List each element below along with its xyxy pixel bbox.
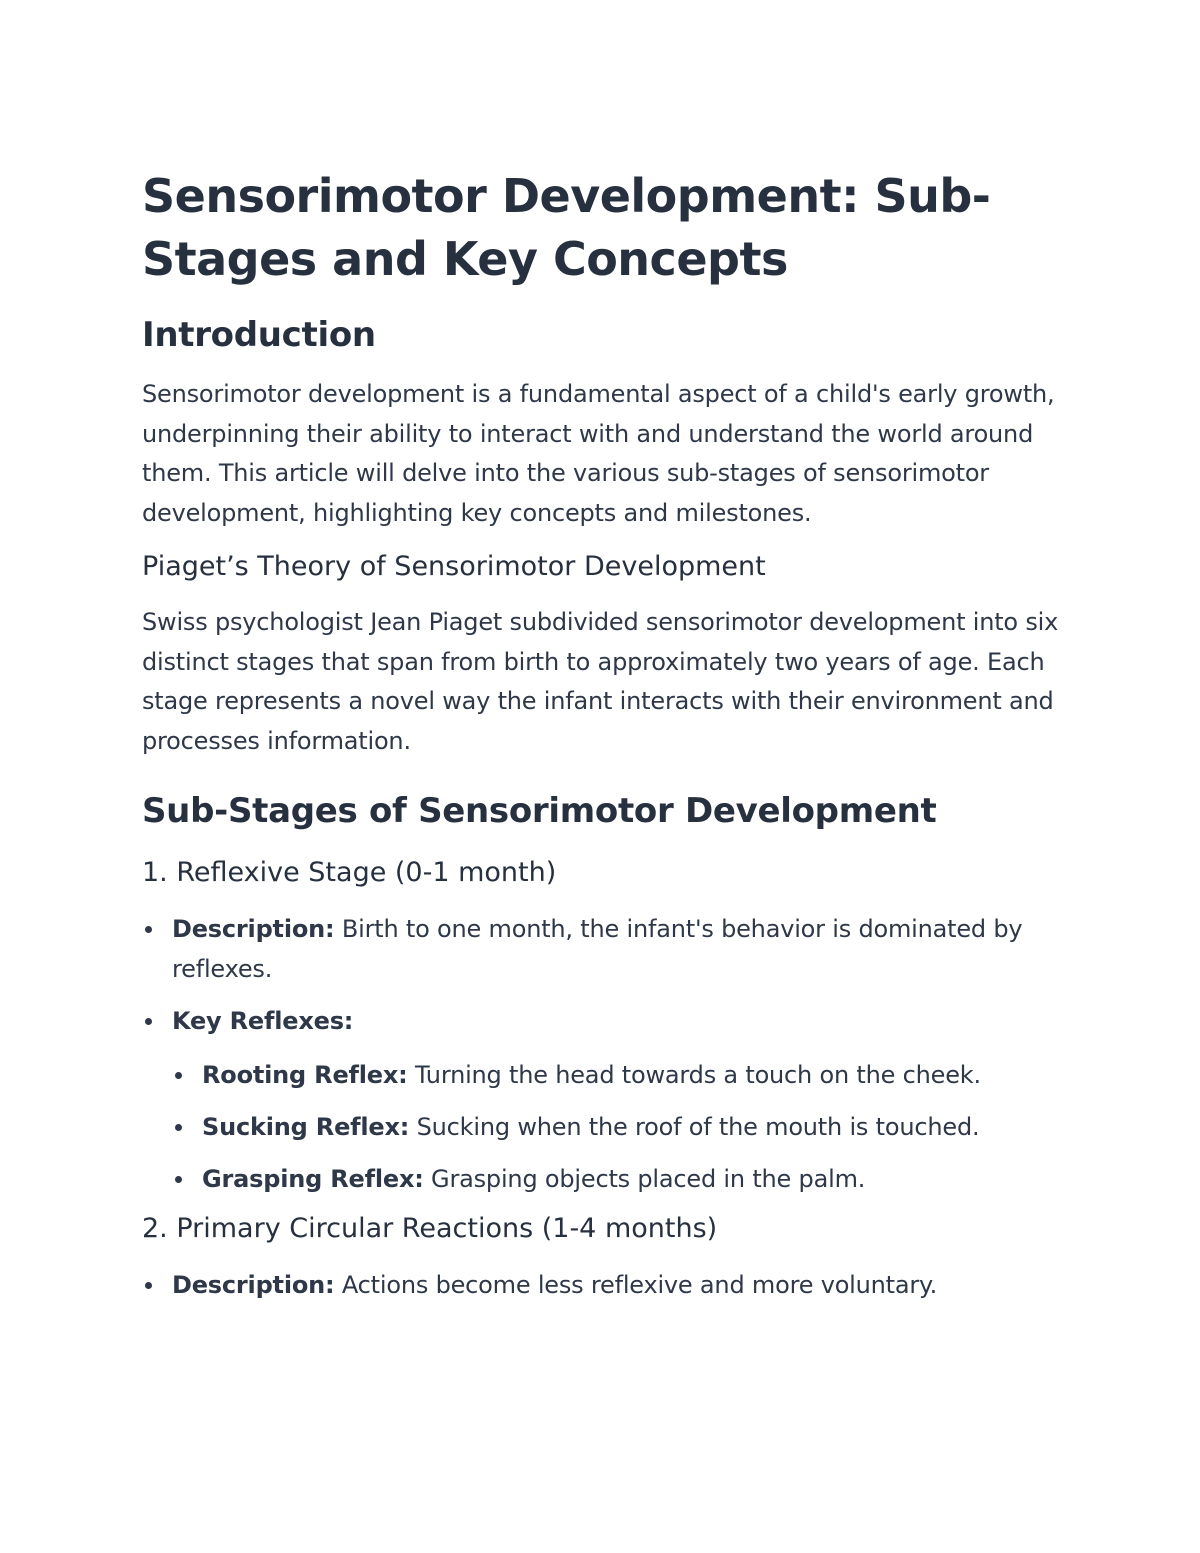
description-text: Birth to one month, the infant's behavior is dominated by reflexes. (172, 915, 1023, 983)
reflex-label: Rooting Reflex: (202, 1061, 408, 1089)
reflexes-list (172, 1055, 1060, 1199)
list-item (142, 1001, 1060, 1199)
list-item (172, 1055, 1060, 1095)
list-item (142, 909, 1060, 989)
reflex-text: Turning the head towards a touch on the cheek. (407, 1061, 981, 1089)
reflex-text: Sucking when the roof of the mouth is touched. (409, 1113, 980, 1141)
list-item (172, 1107, 1060, 1147)
key-reflexes-label: Key Reflexes: (172, 1007, 354, 1035)
piaget-heading: Piaget’s Theory of Sensorimotor Development (142, 551, 766, 582)
substages-heading: Sub-Stages of Sensorimotor Development (142, 791, 937, 831)
reflex-text: Grasping objects placed in the palm. (423, 1165, 866, 1193)
list-item (142, 1265, 1060, 1305)
description-text: Actions become less reflexive and more voluntary. (334, 1271, 938, 1299)
introduction-heading: Introduction (142, 315, 376, 355)
stage1-heading: 1. Reflexive Stage (0-1 month) (142, 857, 557, 888)
stage2-list (142, 1265, 1060, 1305)
piaget-paragraph: Swiss psychologist Jean Piaget subdivided sensorimotor development into six distinct stages that span from birth to approximately two years of age. Each stage represents a novel way the infant interacts with their environment and processes information. (142, 608, 1059, 755)
page-title: Sensorimotor Development: Sub-Stages and Key Concepts (142, 169, 991, 286)
introduction-paragraph: Sensorimotor development is a fundamental aspect of a child's early growth, underpinning their ability to interact with and understand the world around them. This article will delve into the various sub-stages of sensorimotor development, highlighting key concepts and milestones. (142, 380, 1055, 527)
list-item (172, 1159, 1060, 1199)
stage2-heading: 2. Primary Circular Reactions (1-4 months) (142, 1213, 718, 1244)
description-label: Description: (172, 915, 335, 943)
reflex-label: Grasping Reflex: (202, 1165, 424, 1193)
stage1-list (142, 909, 1060, 1199)
reflex-label: Sucking Reflex: (202, 1113, 410, 1141)
description-label: Description: (172, 1271, 335, 1299)
